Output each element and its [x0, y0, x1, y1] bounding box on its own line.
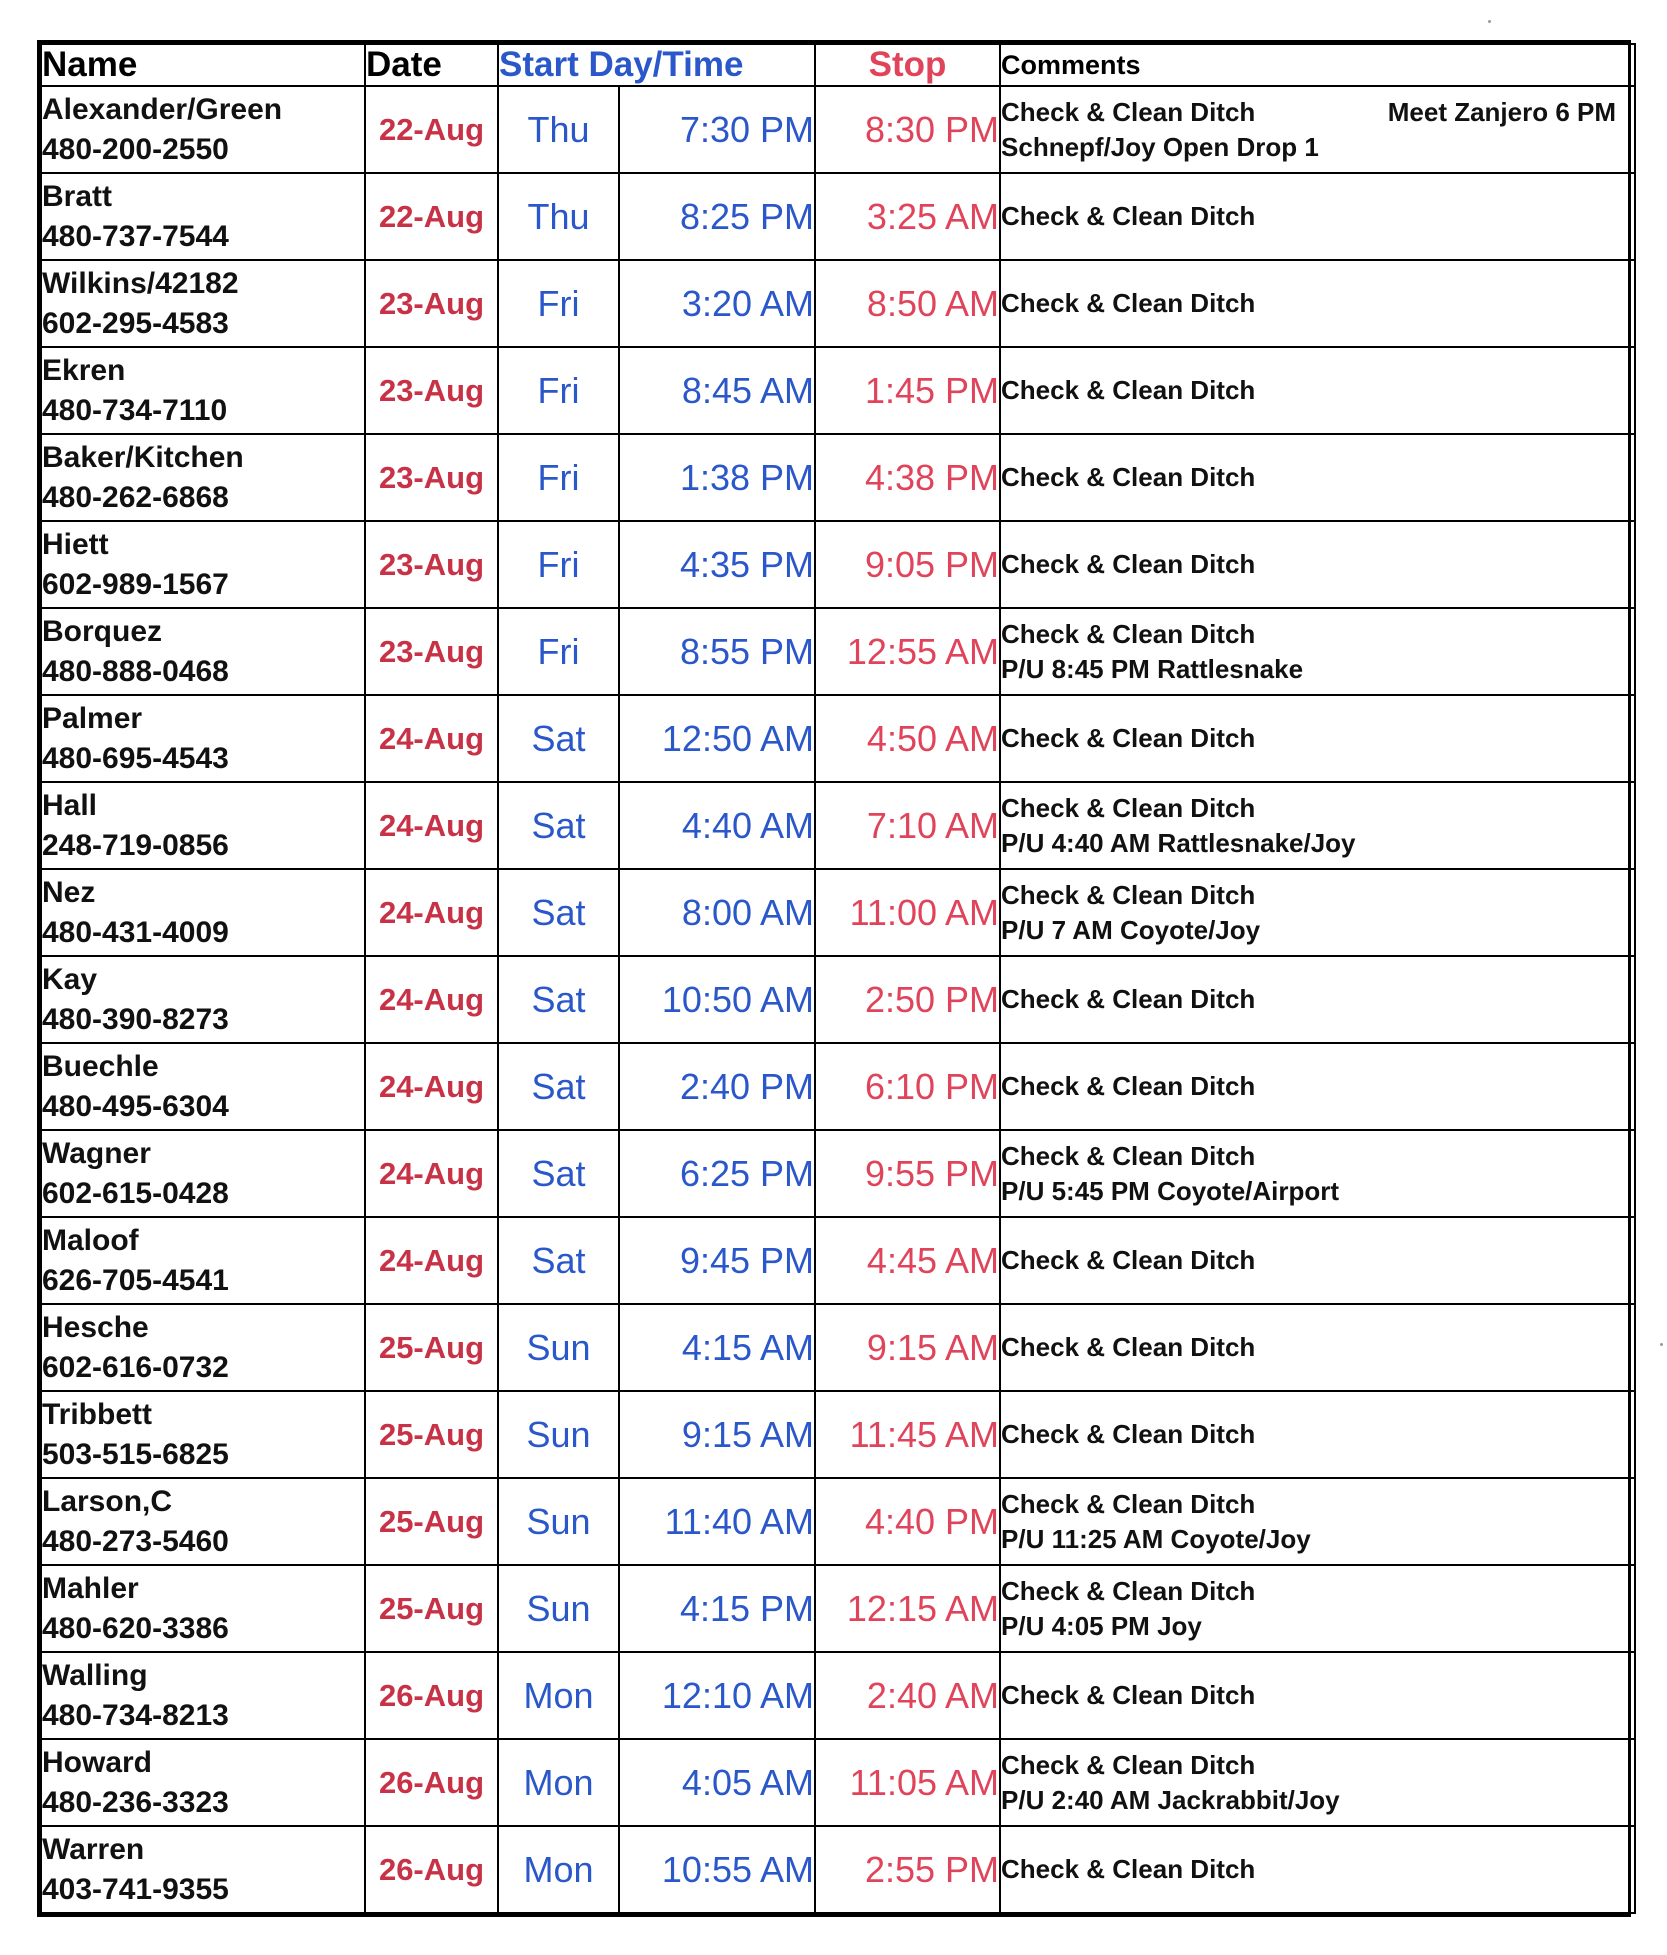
owner-name: Nez: [42, 875, 96, 909]
date-cell: 24-Aug: [365, 1217, 498, 1304]
stop-time-cell: 3:25 AM: [815, 173, 1000, 260]
owner-phone: 480-431-4009: [42, 915, 229, 949]
comments-cell: [1000, 434, 1635, 521]
owner-name: Wilkins/42182: [42, 266, 239, 300]
start-time-cell: 8:25 PM: [619, 173, 815, 260]
comment-line-1: Check & Clean Ditch: [1001, 201, 1256, 231]
comment-line-1: Check & Clean Ditch: [1001, 375, 1256, 405]
start-day-cell: Fri: [498, 260, 619, 347]
table-row: [41, 956, 1635, 1043]
header-date: Date: [365, 44, 498, 86]
owner-phone: 626-705-4541: [42, 1263, 229, 1297]
table-row: [41, 521, 1635, 608]
owner-name: Hesche: [42, 1310, 149, 1344]
table-row: [41, 1217, 1635, 1304]
start-time-cell: 4:15 PM: [619, 1565, 815, 1652]
comment-note: Meet Zanjero 6 PM: [1387, 97, 1617, 127]
name-cell: [41, 1478, 365, 1565]
owner-phone: 480-734-7110: [42, 393, 228, 427]
stop-time-cell: 2:40 AM: [815, 1652, 1000, 1739]
start-time-cell: 4:15 AM: [619, 1304, 815, 1391]
comment-line-2: P/U 11:25 AM Coyote/Joy: [1001, 1523, 1311, 1554]
table-row: [41, 1478, 1635, 1565]
owner-phone: 602-616-0732: [42, 1350, 229, 1384]
start-day-cell: Fri: [498, 608, 619, 695]
comment-line-1: Check & Clean Ditch: [1001, 549, 1256, 579]
table-row: [41, 260, 1635, 347]
stop-time-cell: 9:05 PM: [815, 521, 1000, 608]
stop-time-cell: 2:50 PM: [815, 956, 1000, 1043]
comment-line-2: P/U 4:40 AM Rattlesnake/Joy: [1001, 827, 1356, 858]
owner-phone: 602-989-1567: [42, 567, 229, 601]
name-cell: [41, 1652, 365, 1739]
start-day-cell: Sat: [498, 1043, 619, 1130]
start-time-cell: 6:25 PM: [619, 1130, 815, 1217]
owner-phone: 480-620-3386: [42, 1611, 229, 1645]
comments-cell: [1000, 782, 1635, 869]
stop-time-cell: 8:50 AM: [815, 260, 1000, 347]
start-time-cell: 8:00 AM: [619, 869, 815, 956]
owner-phone: 403-741-9355: [42, 1872, 229, 1906]
owner-name: Buechle: [42, 1049, 159, 1083]
start-day-cell: Fri: [498, 434, 619, 521]
header-start-day-time: Start Day/Time: [498, 44, 815, 86]
name-cell: [41, 173, 365, 260]
owner-phone: 503-515-6825: [42, 1437, 229, 1471]
table-row: [41, 1304, 1635, 1391]
name-cell: [41, 1565, 365, 1652]
owner-phone: 248-719-0856: [42, 828, 229, 862]
table-row: [41, 1652, 1635, 1739]
table-row: [41, 1130, 1635, 1217]
comment-line-1: Check & Clean Ditch: [1001, 984, 1256, 1014]
comments-cell: [1000, 1043, 1635, 1130]
stop-time-cell: 4:40 PM: [815, 1478, 1000, 1565]
owner-phone: 480-236-3323: [42, 1785, 229, 1819]
scan-speck: [1660, 1343, 1663, 1346]
name-cell: [41, 782, 365, 869]
date-cell: 26-Aug: [365, 1652, 498, 1739]
comment-line-1: Check & Clean Ditch: [1001, 96, 1256, 127]
name-cell: [41, 608, 365, 695]
comment-line-1: Check & Clean Ditch: [1001, 618, 1256, 649]
header-comments: Comments: [1000, 44, 1635, 86]
date-cell: 25-Aug: [365, 1478, 498, 1565]
owner-phone: 480-737-7544: [42, 219, 229, 253]
start-day-cell: Mon: [498, 1826, 619, 1913]
owner-name: Wagner: [42, 1136, 151, 1170]
comments-cell: [1000, 1217, 1635, 1304]
name-cell: [41, 1391, 365, 1478]
date-cell: 24-Aug: [365, 1043, 498, 1130]
comment-line-2: P/U 8:45 PM Rattlesnake: [1001, 653, 1304, 684]
comment-line-1: Check & Clean Ditch: [1001, 879, 1256, 910]
start-day-cell: Mon: [498, 1739, 619, 1826]
table-row: [41, 434, 1635, 521]
owner-name: Warren: [42, 1832, 145, 1866]
start-day-cell: Sat: [498, 782, 619, 869]
stop-time-cell: 2:55 PM: [815, 1826, 1000, 1913]
start-time-cell: 3:20 AM: [619, 260, 815, 347]
date-cell: 23-Aug: [365, 260, 498, 347]
start-day-cell: Sat: [498, 956, 619, 1043]
stop-time-cell: 4:38 PM: [815, 434, 1000, 521]
comment-line-1: Check & Clean Ditch: [1001, 1575, 1256, 1606]
start-day-cell: Thu: [498, 173, 619, 260]
start-day-cell: Sun: [498, 1565, 619, 1652]
start-time-cell: 4:05 AM: [619, 1739, 815, 1826]
owner-name: Mahler: [42, 1571, 139, 1605]
date-cell: 25-Aug: [365, 1304, 498, 1391]
stop-time-cell: 9:15 AM: [815, 1304, 1000, 1391]
start-time-cell: 12:10 AM: [619, 1652, 815, 1739]
name-cell: [41, 260, 365, 347]
date-cell: 23-Aug: [365, 347, 498, 434]
comment-line-2: P/U 2:40 AM Jackrabbit/Joy: [1001, 1784, 1340, 1815]
comments-cell: [1000, 956, 1635, 1043]
header-row: [41, 44, 1635, 86]
comment-line-1: Check & Clean Ditch: [1001, 1680, 1256, 1710]
start-day-cell: Mon: [498, 1652, 619, 1739]
comment-line-1: Check & Clean Ditch: [1001, 723, 1256, 753]
scan-speck: [1488, 20, 1491, 23]
owner-name: Larson,C: [42, 1484, 173, 1518]
table-row: [41, 1826, 1635, 1913]
name-cell: [41, 1304, 365, 1391]
stop-time-cell: 9:55 PM: [815, 1130, 1000, 1217]
comments-cell: [1000, 1739, 1635, 1826]
owner-name: Walling: [42, 1658, 148, 1692]
start-time-cell: 1:38 PM: [619, 434, 815, 521]
date-cell: 24-Aug: [365, 695, 498, 782]
owner-phone: 480-695-4543: [42, 741, 229, 775]
owner-name: Tribbett: [42, 1397, 152, 1431]
comment-line-1: Check & Clean Ditch: [1001, 1488, 1256, 1519]
comment-line-2: P/U 4:05 PM Joy: [1001, 1610, 1202, 1641]
comments-cell: [1000, 869, 1635, 956]
start-day-cell: Thu: [498, 86, 619, 173]
name-cell: [41, 1130, 365, 1217]
start-day-cell: Sun: [498, 1304, 619, 1391]
date-cell: 26-Aug: [365, 1826, 498, 1913]
owner-phone: 480-262-6868: [42, 480, 229, 514]
table-row: [41, 608, 1635, 695]
date-cell: 24-Aug: [365, 782, 498, 869]
stop-time-cell: 11:45 AM: [815, 1391, 1000, 1478]
stop-time-cell: 11:00 AM: [815, 869, 1000, 956]
comments-cell: [1000, 260, 1635, 347]
name-cell: [41, 434, 365, 521]
comments-cell: [1000, 1478, 1635, 1565]
owner-name: Borquez: [42, 614, 162, 648]
table-row: [41, 1739, 1635, 1826]
start-day-cell: Fri: [498, 521, 619, 608]
start-time-cell: 4:40 AM: [619, 782, 815, 869]
comment-line-1: Check & Clean Ditch: [1001, 1245, 1256, 1275]
comments-cell: [1000, 521, 1635, 608]
table-row: [41, 695, 1635, 782]
comment-line-2: Schnepf/Joy Open Drop 1: [1001, 131, 1319, 162]
owner-name: Hall: [42, 788, 98, 822]
name-cell: [41, 695, 365, 782]
date-cell: 24-Aug: [365, 956, 498, 1043]
start-day-cell: Fri: [498, 347, 619, 434]
name-cell: [41, 1739, 365, 1826]
owner-phone: 480-495-6304: [42, 1089, 229, 1123]
start-time-cell: 10:55 AM: [619, 1826, 815, 1913]
start-day-cell: Sun: [498, 1478, 619, 1565]
owner-phone: 480-273-5460: [42, 1524, 229, 1558]
comment-line-1: Check & Clean Ditch: [1001, 462, 1256, 492]
stop-time-cell: 4:50 AM: [815, 695, 1000, 782]
comments-cell: [1000, 1565, 1635, 1652]
start-time-cell: 9:45 PM: [619, 1217, 815, 1304]
start-time-cell: 11:40 AM: [619, 1478, 815, 1565]
name-cell: [41, 86, 365, 173]
comments-cell: [1000, 608, 1635, 695]
table-row: [41, 782, 1635, 869]
owner-phone: 480-888-0468: [42, 654, 229, 688]
owner-name: Bratt: [42, 179, 113, 213]
comment-line-1: Check & Clean Ditch: [1001, 1140, 1256, 1171]
start-time-cell: 8:45 AM: [619, 347, 815, 434]
comment-line-1: Check & Clean Ditch: [1001, 1419, 1256, 1449]
owner-phone: 480-734-8213: [42, 1698, 229, 1732]
stop-time-cell: 12:15 AM: [815, 1565, 1000, 1652]
comments-cell: [1000, 1130, 1635, 1217]
owner-name: Palmer: [42, 701, 143, 735]
date-cell: 26-Aug: [365, 1739, 498, 1826]
comments-cell: [1000, 1826, 1635, 1913]
owner-phone: 480-390-8273: [42, 1002, 229, 1036]
header-stop: Stop: [815, 44, 1000, 86]
table-row: [41, 347, 1635, 434]
start-time-cell: 8:55 PM: [619, 608, 815, 695]
name-cell: [41, 521, 365, 608]
stop-time-cell: 4:45 AM: [815, 1217, 1000, 1304]
owner-name: Ekren: [42, 353, 126, 387]
comment-line-2: P/U 7 AM Coyote/Joy: [1001, 914, 1261, 945]
comment-line-1: Check & Clean Ditch: [1001, 1749, 1256, 1780]
owner-name: Baker/Kitchen: [42, 440, 244, 474]
owner-name: Hiett: [42, 527, 109, 561]
comment-line-2: P/U 5:45 PM Coyote/Airport: [1001, 1175, 1340, 1206]
header-name: Name: [41, 44, 365, 86]
date-cell: 24-Aug: [365, 869, 498, 956]
table-row: [41, 86, 1635, 173]
table-row: [41, 173, 1635, 260]
name-cell: [41, 956, 365, 1043]
stop-time-cell: 12:55 AM: [815, 608, 1000, 695]
stop-time-cell: 11:05 AM: [815, 1739, 1000, 1826]
date-cell: 23-Aug: [365, 521, 498, 608]
comments-cell: [1000, 86, 1635, 173]
stop-time-cell: 8:30 PM: [815, 86, 1000, 173]
name-cell: [41, 869, 365, 956]
start-day-cell: Sun: [498, 1391, 619, 1478]
start-time-cell: 2:40 PM: [619, 1043, 815, 1130]
comment-line-1: Check & Clean Ditch: [1001, 288, 1256, 318]
start-time-cell: 4:35 PM: [619, 521, 815, 608]
comment-line-1: Check & Clean Ditch: [1001, 1854, 1256, 1884]
name-cell: [41, 1043, 365, 1130]
name-cell: [41, 1217, 365, 1304]
comments-cell: [1000, 1391, 1635, 1478]
table-row: [41, 1565, 1635, 1652]
schedule-table: [40, 43, 1636, 1914]
start-day-cell: Sat: [498, 869, 619, 956]
date-cell: 23-Aug: [365, 608, 498, 695]
owner-phone: 480-200-2550: [42, 132, 229, 166]
start-time-cell: 9:15 AM: [619, 1391, 815, 1478]
name-cell: [41, 1826, 365, 1913]
comments-cell: [1000, 695, 1635, 782]
comments-cell: [1000, 1304, 1635, 1391]
owner-name: Maloof: [42, 1223, 139, 1257]
stop-time-cell: 7:10 AM: [815, 782, 1000, 869]
date-cell: 22-Aug: [365, 86, 498, 173]
comment-line-1: Check & Clean Ditch: [1001, 792, 1256, 823]
date-cell: 25-Aug: [365, 1391, 498, 1478]
comments-cell: [1000, 1652, 1635, 1739]
start-day-cell: Sat: [498, 1217, 619, 1304]
date-cell: 24-Aug: [365, 1130, 498, 1217]
owner-phone: 602-615-0428: [42, 1176, 229, 1210]
table-row: [41, 869, 1635, 956]
comment-line-1: Check & Clean Ditch: [1001, 1332, 1256, 1362]
start-day-cell: Sat: [498, 1130, 619, 1217]
date-cell: 23-Aug: [365, 434, 498, 521]
owner-name: Alexander/Green: [42, 92, 283, 126]
stop-time-cell: 1:45 PM: [815, 347, 1000, 434]
start-time-cell: 12:50 AM: [619, 695, 815, 782]
start-time-cell: 10:50 AM: [619, 956, 815, 1043]
comments-cell: [1000, 347, 1635, 434]
table-row: [41, 1391, 1635, 1478]
name-cell: [41, 347, 365, 434]
start-time-cell: 7:30 PM: [619, 86, 815, 173]
owner-name: Kay: [42, 962, 98, 996]
date-cell: 25-Aug: [365, 1565, 498, 1652]
irrigation-schedule-sheet: [37, 40, 1631, 1917]
owner-name: Howard: [42, 1745, 153, 1779]
table-row: [41, 1043, 1635, 1130]
date-cell: 22-Aug: [365, 173, 498, 260]
owner-phone: 602-295-4583: [42, 306, 229, 340]
comments-cell: [1000, 173, 1635, 260]
stop-time-cell: 6:10 PM: [815, 1043, 1000, 1130]
start-day-cell: Sat: [498, 695, 619, 782]
comment-line-1: Check & Clean Ditch: [1001, 1071, 1256, 1101]
